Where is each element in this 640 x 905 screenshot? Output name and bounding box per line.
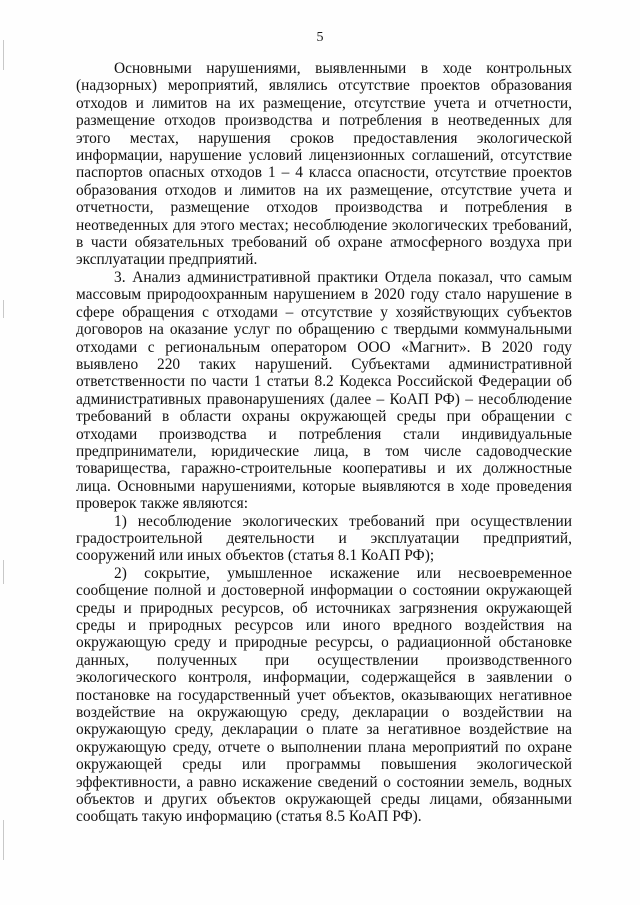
paragraph-violations-summary: Основными нарушениями, выявленными в ходе контрольных (надзорных) мероприятий, являлись отсутствие проектов образования отходов и лимитов на их размещение, отсутствие учета и отчетности, размещение отходов производства и потребления в неотведенных для этого местах, нарушения сроков предоставления экологической информации, нарушение условий лицензионных соглашений, отсутствие паспортов опасных отходов 1 – 4 класса опасности, отсутствие проектов образования отходов и лимитов на их размещение, отсутствие учета и отчетности, размещение отходов производства и потребления в неотведенных для этого местах; несоблюдение экологических требований, в части обязательных требований об охране атмосферного воздуха при эксплуатации предприятий. — [76, 60, 572, 269]
body-text — [76, 60, 572, 826]
list-item-1: 1) несоблюдение экологических требований при осуществлении градостроительной деятельности и эксплуатации предприятий, сооружений или иных объектов (статья 8.1 КоАП РФ); — [76, 512, 572, 565]
list-item-2: 2) сокрытие, умышленное искажение или несвоевременное сообщение полной и достоверной информации о состоянии окружающей среды и природных ресурсов, об источниках загрязнения окружающей среды и природных ресурсов или иного вредного воздействия на окружающую среду и природные ресурсы, о радиационной обстановке данных, полученных при осуществлении производственного экологического контроля, информации, содержащейся в заявлении о постановке на государственный учет объектов, оказывающих негативное воздействие на окружающую среду, декларации о воздействии на окружающую среду, декларации о плате за негативное воздействие на окружающую среду, отчете о выполнении плана мероприятий по охране окружающей среды или программы повышения экологической эффективности, а равно искажение сведений о состоянии земель, водных объектов и других объектов окружающей среды лицами, обязанными сообщать такую информацию (статья 8.5 КоАП РФ). — [76, 564, 572, 826]
paragraph-administrative-practice: 3. Анализ административной практики Отдела показал, что самым массовым природоохранным нарушением в 2020 году стало нарушение в сфере обращения с отходами – отсутствие у хозяйствующих субъектов договоров на оказание услуг по обращению с твердыми коммунальными отходами с региональным оператором ООО «Магнит». В 2020 году выявлено 220 таких нарушений. Субъектами административной ответственности по части 1 статьи 8.2 Кодекса Российской Федерации об административных правонарушениях (далее – КоАП РФ) – несоблюдение требований в области охраны окружающей среды при обращении с отходами производства и потребления стали индивидуальные предприниматели, юридические лица, в том числе садоводческие товарищества, гаражно-строительные кооперативы и их должностные лица. Основными нарушениями, которые выявляются в ходе проведения проверок также являются: — [76, 268, 572, 513]
page-number: 5 — [316, 30, 324, 45]
scan-edge-marks — [0, 0, 10, 905]
